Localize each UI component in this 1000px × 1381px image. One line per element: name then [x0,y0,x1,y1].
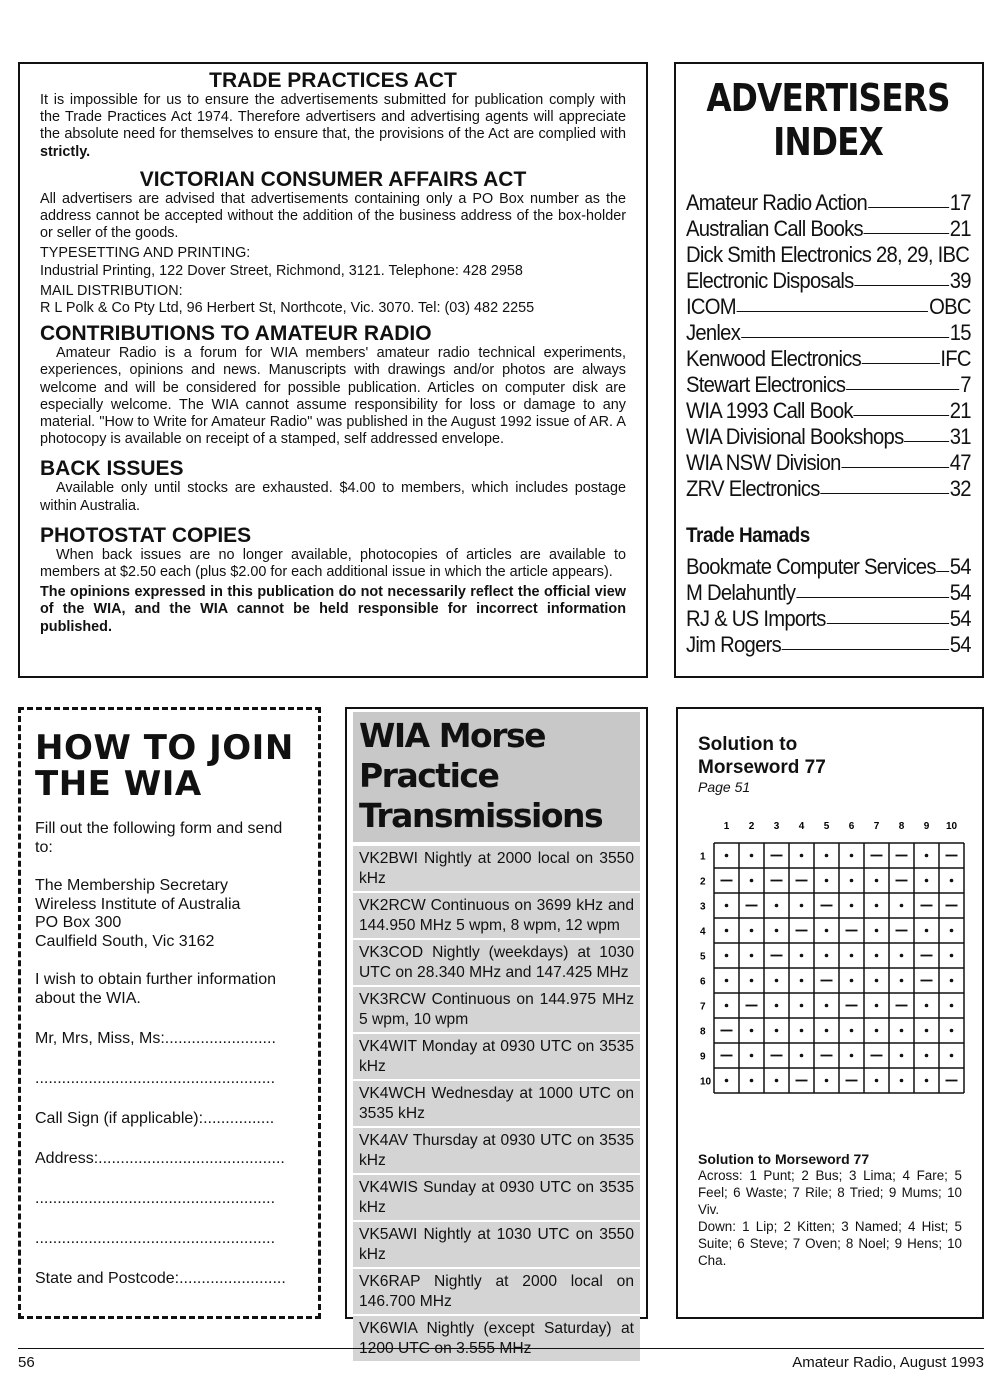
trade-hamad-page: 54 [949,632,971,657]
advertiser-page: IFC [940,346,971,371]
advertisers-title-line2: INDEX [773,120,883,164]
advertiser-leader [854,285,948,286]
grid-dot [725,1004,729,1008]
advertiser-page: 21 [949,216,971,241]
grid-dot [775,929,779,933]
advertiser-name: Amateur Radio Action [686,190,868,215]
solution-subtitle: Solution to Morseword 77 [698,1151,870,1167]
grid-row-number: 6 [700,976,706,988]
grid-row-number: 7 [700,1001,706,1013]
victorian-act-title: VICTORIAN CONSUMER AFFAIRS ACT [139,167,527,191]
typesetting-label: TYPESETTING AND PRINTING: [40,245,251,262]
advertiser-leader [862,363,940,364]
advertiser-name: Kenwood Electronics [686,346,862,371]
grid-dot [800,1004,804,1008]
grid-column-number: 10 [945,821,958,832]
contributions-title: CONTRIBUTIONS TO AMATEUR RADIO [40,322,432,346]
morse-practice-item: VK6RAP Nightly at 2000 local on 146.700 MHz [353,1267,640,1314]
grid-dot [825,1079,829,1083]
morse-practice-title: WIA Morse Practice Transmissions [353,712,640,842]
join-address-line: The Membership Secretary [35,877,228,894]
grid-dot [775,1079,779,1083]
join-address-line: Caulfield South, Vic 3162 [35,932,215,950]
advertiser-leader [737,311,928,312]
grid-dot [825,1029,829,1033]
trade-hamad-leader [937,571,949,572]
grid-dot [800,979,804,983]
trade-practices-body [40,92,626,161]
advertiser-leader [904,441,948,442]
grid-dot [825,1004,829,1008]
morse-practice-item: VK4WIT Monday at 0930 UTC on 3535 kHz [353,1032,640,1079]
advertiser-page: 7 [960,372,971,397]
morse-practice-list [353,846,640,1361]
advertiser-name: Dick Smith Electronics 28, 29, IBC [686,242,970,267]
grid-dot [850,1054,854,1058]
grid-dot [875,979,879,983]
morse-practice-item: VK4WIS Sunday at 0930 UTC on 3535 kHz [353,1173,640,1220]
solution-title-line2: Morseword 77 [698,757,826,778]
grid-dot [725,954,729,958]
trade-hamad-row [686,632,971,658]
grid-column-number: 7 [873,821,880,832]
grid-row-number: 9 [700,1051,706,1063]
photostat-title: PHOTOSTAT COPIES [40,523,252,547]
trade-hamad-row [686,554,971,580]
morseword-grid [698,817,966,1117]
grid-dot [725,979,729,983]
grid-column-number: 2 [748,821,755,832]
grid-dot [900,1054,904,1058]
advertiser-name: ICOM [686,294,736,319]
grid-row-number: 3 [700,901,706,913]
trade-hamads-list [686,554,970,658]
advertiser-page: 47 [949,450,971,475]
trade-practices-box [18,62,648,678]
grid-dot [900,979,904,983]
advertiser-row [686,346,971,372]
call-sign-field[interactable]: Call Sign (if applicable):................ [35,1110,275,1127]
victorian-act-body: All advertisers are advised that advertisements containing only a PO Box number as the address cannot be accepted without the addition of the business address of the box-holder or seller of the goods. [40,190,626,242]
trade-hamad-page: 54 [949,580,971,605]
advertiser-leader [842,467,949,468]
morse-practice-item: VK5AWI Nightly at 1030 UTC on 3550 kHz [353,1220,640,1267]
advertiser-name: WIA NSW Division [686,450,841,475]
join-title-line2: THE WIA [35,764,202,804]
trade-hamad-name: Jim Rogers [686,632,781,657]
grid-dot [950,979,954,983]
grid-dot [750,979,754,983]
advertisers-title-line1: ADVERTISERS [706,76,950,120]
trade-hamad-leader [796,597,949,598]
grid-dot [850,904,854,908]
trade-hamad-page: 54 [949,554,971,579]
grid-column-number: 4 [798,821,805,832]
grid-dot [750,1079,754,1083]
trade-hamad-name: M Delahuntly [686,580,796,605]
grid-dot [750,854,754,858]
advertiser-name: Stewart Electronics [686,372,846,397]
grid-row-number: 1 [700,851,706,863]
grid-row-number: 10 [700,1076,712,1088]
morseword-solution-box [676,707,984,1319]
grid-dot [900,904,904,908]
trade-practices-text: It is impossible for us to ensure the advertisements submitted for publication comply with the Trade Practices Act 1974. Therefore advertisers and advertising agents will appreciate the absolute need for themselves to ensure that, the provisions of the Act are complied with [40,92,626,143]
grid-column-number: 3 [773,821,780,832]
grid-row-number: 5 [700,951,706,963]
grid-dot [875,879,879,883]
grid-dot [775,904,779,908]
solution-page-ref: Page 51 [698,779,751,795]
mail-body: R L Polk & Co Pty Ltd, 96 Herbert St, Northcote, Vic. 3070. Tel: (03) 482 2255 [40,300,535,317]
join-intro: Fill out the following form and send to: [35,820,283,856]
grid-dot [950,929,954,933]
trade-practices-strictly: strictly. [40,143,91,160]
photostat-body: When back issues are no longer available, photocopies of articles are available to members at $2.50 each (plus $2.00 for each additional issue in which the article appears). [40,546,626,581]
advertiser-name: Electronic Disposals [686,268,854,293]
grid-dot [850,879,854,883]
grid-dot [950,879,954,883]
advertiser-leader [821,493,949,494]
morse-practice-box [345,707,648,1357]
advertiser-leader [854,415,949,416]
address-field-line3[interactable]: ...................................................... [35,1230,276,1247]
grid-dot [850,1029,854,1033]
advertiser-row [686,242,971,268]
grid-dot [800,854,804,858]
morse-practice-item: VK6WIA Nightly (except Saturday) at 1200 UTC on 3.555 MHz [353,1314,640,1361]
morse-practice-item: VK4WCH Wednesday at 1000 UTC on 3535 kHz [353,1079,640,1126]
back-issues-body: Available only until stocks are exhausted. $4.00 to members, which includes postage within Australia. [40,480,626,514]
disclaimer: The opinions expressed in this publication do not necessarily reflect the official view of the WIA, and the WIA cannot be held responsible for incorrect information published. [40,584,626,635]
trade-hamad-name: RJ & US Imports [686,606,826,631]
grid-dot [950,954,954,958]
grid-dot [925,929,929,933]
advertiser-row [686,294,971,320]
grid-dot [850,854,854,858]
grid-dot [750,954,754,958]
grid-dot [750,1029,754,1033]
grid-dot [875,929,879,933]
grid-dot [750,929,754,933]
grid-dot [825,854,829,858]
advertiser-page: 15 [949,320,971,345]
grid-dot [775,1029,779,1033]
grid-dot [800,904,804,908]
grid-dot [950,1004,954,1008]
solution-across: Across: 1 Punt; 2 Bus; 3 Lima; 4 Fare; 5 Feel; 6 Waste; 7 Rile; 8 Tried; 9 Mums; 10 Viv. [698,1168,962,1217]
grid-dot [725,1079,729,1083]
state-postcode-field[interactable]: State and Postcode:........................ [35,1270,286,1287]
grid-dot [925,879,929,883]
morse-practice-item: VK2RCW Continuous on 3699 kHz and 144.950 MHz 5 wpm, 8 wpm, 12 wpm [353,891,640,938]
grid-dot [900,1029,904,1033]
grid-column-number: 1 [723,821,730,832]
contributions-body: Amateur Radio is a forum for WIA members' amateur radio technical experiments, experiences, opinions and news. Manuscripts with drawings and/or photos are always welcome and will be considered for possible publication. Articles on computer disk are especially welcome. The WIA cannot assume responsibility for loss or damage to any material. "How to Write for Amateur Radio" was published in the August 1992 issue of AR. A photocopy is available on receipt of a stamped, self addressed envelope. [40,345,626,448]
advertiser-leader [846,389,959,390]
grid-row-number: 8 [700,1026,706,1038]
advertiser-page: 39 [949,268,971,293]
name-field[interactable]: Mr, Mrs, Miss, Ms:......................... [35,1030,276,1047]
page-number: 56 [18,1354,35,1371]
join-title-line1: HOW TO JOIN [35,728,294,768]
publication-footer: Amateur Radio, August 1993 [792,1354,984,1371]
trade-hamad-leader [782,649,949,650]
grid-dot [800,954,804,958]
grid-dot [950,1054,954,1058]
advertiser-leader [741,337,949,338]
address-field-line2[interactable]: ...................................................... [35,1190,276,1207]
grid-dot [925,1054,929,1058]
grid-row-number: 2 [700,876,706,888]
grid-dot [875,1004,879,1008]
footer-divider [18,1348,984,1349]
join-address-line: Wireless Institute of Australia [35,895,241,913]
grid-column-number: 6 [848,821,855,832]
advertiser-row [686,320,971,346]
grid-column-number: 9 [923,821,930,832]
trade-hamad-leader [827,623,949,624]
advertiser-page: OBC [929,294,971,319]
grid-dot [850,979,854,983]
grid-dot [875,904,879,908]
grid-dot [750,1054,754,1058]
grid-dot [925,854,929,858]
advertiser-row [686,450,971,476]
advertiser-leader [868,207,949,208]
grid-dot [875,1079,879,1083]
advertiser-row [686,372,971,398]
advertiser-page: 21 [949,398,971,423]
grid-dot [775,1004,779,1008]
trade-hamad-row [686,606,971,632]
grid-dot [875,1029,879,1033]
grid-dot [725,929,729,933]
grid-column-number: 8 [898,821,905,832]
back-issues-title: BACK ISSUES [40,457,184,481]
address-field[interactable]: Address:.......................................... [35,1150,285,1167]
advertiser-page: 32 [949,476,971,501]
morse-practice-item: VK3COD Nightly (weekdays) at 1030 UTC on 28.340 MHz and 147.425 MHz [353,938,640,985]
grid-dot [925,1079,929,1083]
trade-hamads-title: Trade Hamads [686,524,810,547]
grid-dot [825,879,829,883]
advertiser-row [686,268,971,294]
advertiser-name: ZRV Electronics [686,476,820,501]
grid-dot [925,1004,929,1008]
grid-dot [825,954,829,958]
trade-practices-title: TRADE PRACTICES ACT [209,69,457,92]
grid-dot [750,879,754,883]
grid-dot [775,979,779,983]
advertiser-name: Australian Call Books [686,216,863,241]
advertiser-row [686,216,971,242]
mail-label: MAIL DISTRIBUTION: [40,282,183,299]
advertiser-name: Jenlex [686,320,741,345]
trade-hamad-row [686,580,971,606]
grid-dot [800,1054,804,1058]
grid-dot [950,1029,954,1033]
advertiser-row [686,190,971,216]
advertiser-row [686,476,971,502]
grid-column-number: 5 [823,821,830,832]
grid-dot [900,954,904,958]
morse-practice-item: VK2BWI Nightly at 2000 local on 3550 kHz [359,850,634,887]
advertiser-name: WIA 1993 Call Book [686,398,853,423]
grid-dot [725,904,729,908]
grid-row-number: 4 [700,926,706,938]
name-field-continued[interactable]: ...................................................... [35,1070,276,1087]
grid-dot [875,954,879,958]
grid-dot [725,854,729,858]
join-info: I wish to obtain further information about the WIA. [35,971,277,1007]
how-to-join-box [18,707,321,1319]
trade-hamad-page: 54 [949,606,971,631]
advertiser-row [686,398,971,424]
grid-dot [850,954,854,958]
grid-dot [925,1029,929,1033]
advertiser-leader [864,233,949,234]
advertiser-name: WIA Divisional Bookshops [686,424,904,449]
solution-title-line1: Solution to [698,734,798,755]
morse-practice-item: VK4AV Thursday at 0930 UTC on 3535 kHz [353,1126,640,1173]
grid-dot [900,1079,904,1083]
trade-hamad-name: Bookmate Computer Services [686,554,936,579]
join-address-line: PO Box 300 [35,914,122,931]
morse-practice-item: VK3RCW Continuous on 144.975 MHz 5 wpm, 10 wpm [353,985,640,1032]
grid-dot [800,1029,804,1033]
advertiser-page: 31 [949,424,971,449]
grid-dot [825,929,829,933]
advertisers-index-box [674,62,984,678]
advertisers-list [686,190,970,502]
advertiser-row [686,424,971,450]
advertiser-page: 17 [949,190,971,215]
typesetting-body: Industrial Printing, 122 Dover Street, Richmond, 3121. Telephone: 428 2958 [40,262,523,279]
solution-down: Down: 1 Lip; 2 Kitten; 3 Named; 4 Hist; 5 Suite; 6 Steve; 7 Oven; 8 Noel; 9 Hens; 10 Cha. [698,1219,962,1268]
